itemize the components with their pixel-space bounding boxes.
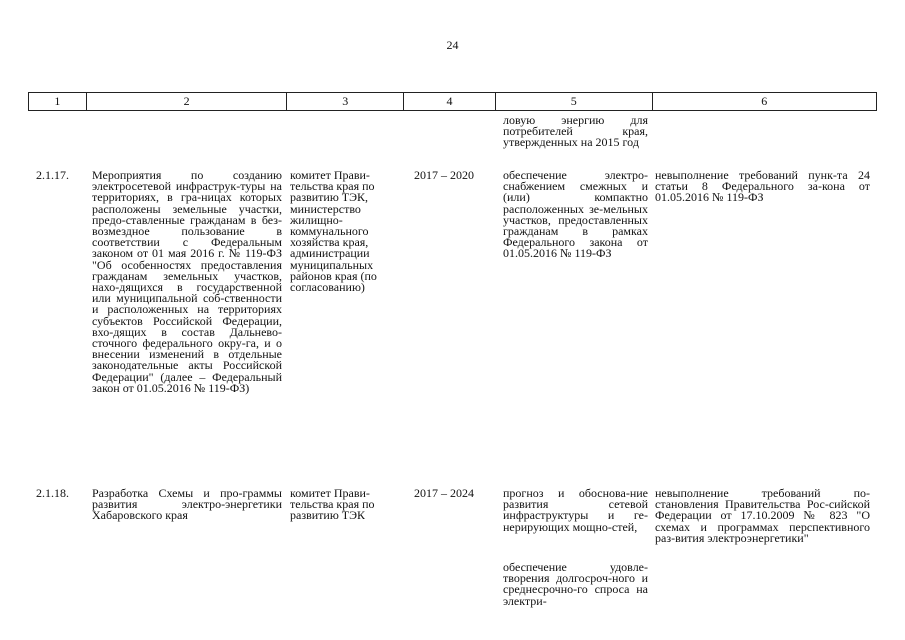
executor: комитет Прави-тельства края по развитию ТЭК, министерство жилищно-коммунального хозяйства края, администрации муниципальных районов края (по согласованию) (290, 168, 377, 295)
column-header-2: 2 (87, 93, 288, 110)
expected-result: обеспечение электро-снабжением смежных и (или) компактно расположенных зе-мельных участков, предоставленных гражданам в рамках Федерального закона от 01.05.2016 № 119-ФЗ (503, 168, 648, 261)
carryover-result: ловую энергию для потребителей края, утвержденных на 2015 год (503, 113, 648, 150)
expected-result: прогноз и обоснова-ние развития сетевой инфраструктуры и ге-нерирующих мощно-стей, (503, 486, 648, 534)
page-number: 24 (446, 38, 459, 52)
term: 2017 – 2020 (414, 168, 474, 182)
term: 2017 – 2024 (414, 486, 474, 500)
table-header (28, 92, 877, 111)
column-header-4: 4 (404, 93, 496, 110)
measure-name: Разработка Схемы и про-граммы развития электро-энергетики Хабаровского края (92, 486, 282, 523)
column-header-3: 3 (287, 93, 404, 110)
expected-result-continued: обеспечение удовле-творения долгосроч-ного и среднесрочно-го спроса на электри- (503, 560, 648, 608)
row-number: 2.1.18. (36, 486, 69, 500)
consequence: невыполнение требований пунк-та 24 статьи 8 Федерального за-кона от 01.05.2016 № 119-ФЗ (655, 168, 870, 205)
consequence: невыполнение требований по-становления Правительства Рос-сийской Федерации от 17.10.2009 № 823 "О схемах и программах перспективного раз-вития электроэнергетики" (655, 486, 870, 545)
column-header-6: 6 (761, 94, 768, 108)
executor: комитет Прави-тельства края по развитию ТЭК (290, 486, 375, 523)
column-header-5: 5 (496, 93, 653, 110)
column-header-1: 1 (29, 93, 87, 110)
measure-name: Мероприятия по созданию электросетевой инфраструк-туры на территориях, в гра-ницах которых расположены земельные участки, предо-ставленные гражданам в без-возмездное пользование в соответствии с Федеральным законом от 01 мая 2016 г. № 119-ФЗ "Об особенностях предоставления гражданам земельных участков, нахо-дящихся в государственной или муниципальной соб-ственности и расположенных на территориях субъектов Российской Федерации, вхо-дящих в состав Дальнево-сточного федерального окру-га, и о внесении изменений в отдельные законодательные акты Российской Федерации" (далее – Федеральный закон от 01.05.2016 № 119-ФЗ) (92, 168, 282, 395)
row-number: 2.1.17. (36, 168, 69, 182)
